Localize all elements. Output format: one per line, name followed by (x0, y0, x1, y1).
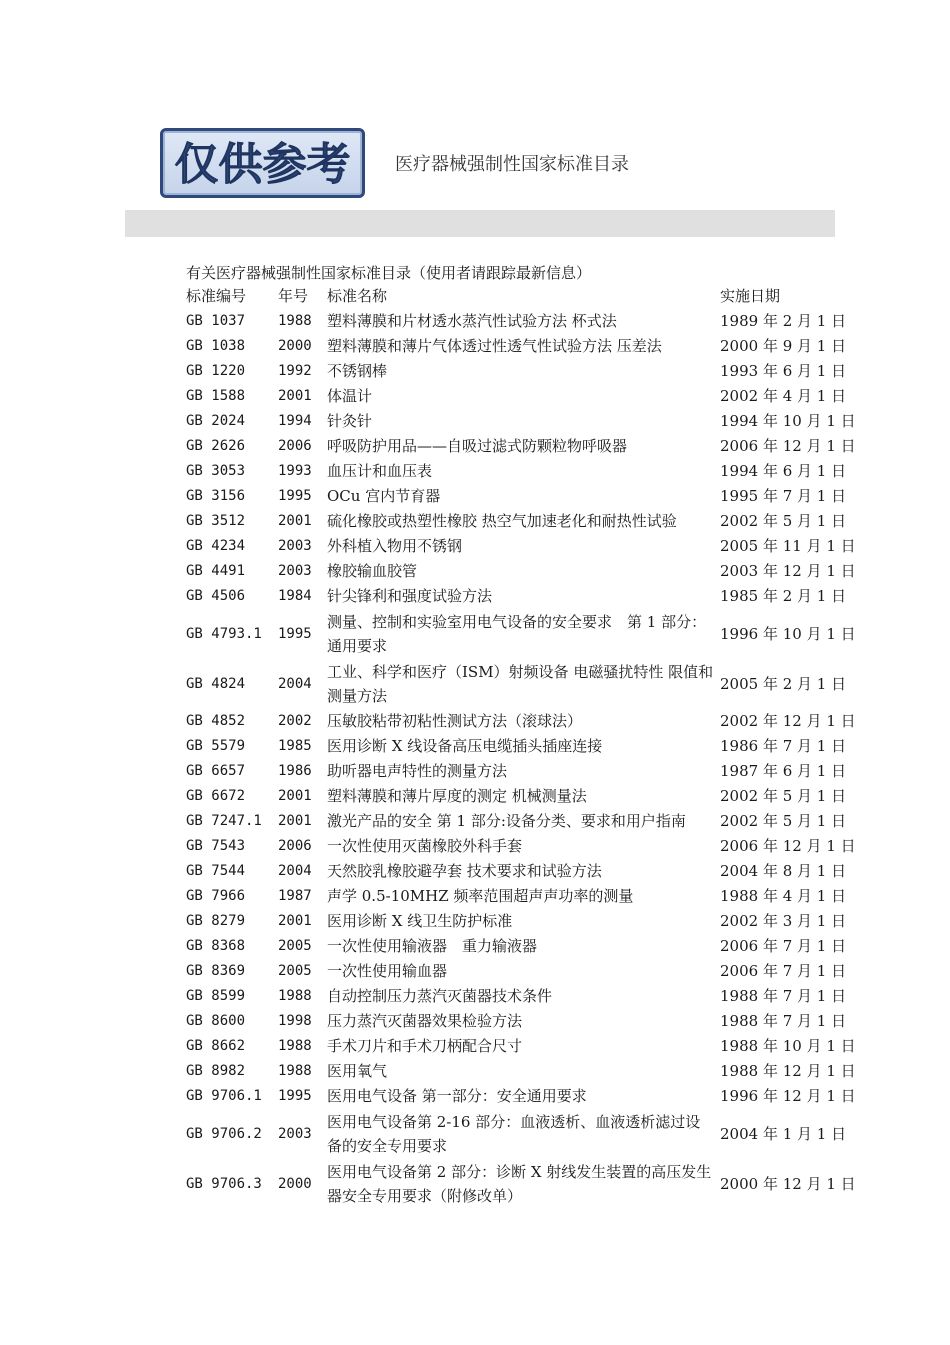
cell-effective-date: 2006 年 7 月 1 日 (720, 962, 847, 980)
cell-standard-no: GB 9706.2 (186, 1125, 262, 1142)
cell-year: 2005 (278, 938, 312, 954)
cell-standard-name: 医用电气设备 第一部分：安全通用要求 (327, 1087, 587, 1105)
cell-standard-no: GB 8368 (186, 938, 246, 954)
cell-year: 1995 (278, 625, 312, 642)
cell-standard-no: GB 4793.1 (186, 625, 262, 642)
cell-year: 1993 (278, 463, 312, 479)
column-header-no: 标准编号 (186, 287, 247, 305)
cell-standard-no: GB 7543 (186, 838, 246, 854)
cell-standard-name: 体温计 (327, 387, 373, 405)
table-row (183, 659, 859, 709)
cell-standard-name: 塑料薄膜和薄片气体透过性透气性试验方法 压差法 (327, 337, 662, 355)
cell-standard-no: GB 4824 (186, 675, 246, 692)
cell-standard-name: 一次性使用输液器 重力输液器 (327, 937, 538, 955)
cell-effective-date: 2006 年 7 月 1 日 (720, 937, 847, 955)
cell-year: 2003 (278, 538, 312, 554)
table-row (183, 884, 859, 909)
table-row (183, 1159, 859, 1209)
cell-standard-name: 医用诊断 X 线设备高压电缆插头插座连接 (327, 737, 603, 755)
cell-standard-name: 橡胶输血胶管 (327, 562, 418, 580)
cell-year: 2004 (278, 675, 312, 692)
cell-standard-name: 压敏胶粘带初粘性测试方法（滚球法） (327, 712, 583, 730)
cell-standard-no: GB 4234 (186, 538, 246, 554)
table-row (183, 1034, 859, 1059)
cell-standard-name: 助听器电声特性的测量方法 (327, 762, 508, 780)
cell-effective-date: 1994 年 10 月 1 日 (720, 412, 856, 430)
table-row (183, 1084, 859, 1109)
cell-standard-name: 针尖锋利和强度试验方法 (327, 587, 493, 605)
table-row (183, 459, 859, 484)
table-row (183, 334, 859, 359)
cell-standard-no: GB 8279 (186, 913, 246, 929)
table-row (183, 859, 859, 884)
cell-effective-date: 2002 年 5 月 1 日 (720, 512, 847, 530)
cell-standard-name: 一次性使用灭菌橡胶外科手套 (327, 837, 523, 855)
cell-standard-name: 医用氧气 (327, 1062, 388, 1080)
cell-standard-no: GB 8600 (186, 1013, 246, 1029)
table-row (183, 784, 859, 809)
cell-effective-date: 1993 年 6 月 1 日 (720, 362, 847, 380)
cell-effective-date: 2002 年 5 月 1 日 (720, 787, 847, 805)
table-row (183, 609, 859, 659)
table-row (183, 409, 859, 434)
cell-effective-date: 1995 年 7 月 1 日 (720, 487, 847, 505)
cell-effective-date: 2006 年 12 月 1 日 (720, 837, 856, 855)
cell-year: 1987 (278, 888, 312, 904)
cell-standard-name: 呼吸防护用品——自吸过滤式防颗粒物呼吸器 (327, 437, 628, 455)
column-header-date: 实施日期 (720, 287, 781, 305)
cell-standard-no: GB 8369 (186, 963, 246, 979)
cell-effective-date: 1988 年 7 月 1 日 (720, 1012, 847, 1030)
cell-standard-no: GB 8599 (186, 988, 246, 1004)
intro-text: 有关医疗器械强制性国家标准目录（使用者请跟踪最新信息） (186, 264, 592, 282)
cell-effective-date: 2006 年 12 月 1 日 (720, 437, 856, 455)
cell-effective-date: 1988 年 4 月 1 日 (720, 887, 847, 905)
cell-standard-name: 塑料薄膜和薄片厚度的测定 机械测量法 (327, 787, 587, 805)
cell-effective-date: 1989 年 2 月 1 日 (720, 312, 847, 330)
cell-year: 2003 (278, 1125, 312, 1142)
cell-standard-name: 一次性使用输血器 (327, 962, 448, 980)
cell-year: 1988 (278, 988, 312, 1004)
cell-standard-name: 天然胶乳橡胶避孕套 技术要求和试验方法 (327, 862, 602, 880)
cell-year: 1988 (278, 313, 312, 329)
cell-standard-name: 压力蒸汽灭菌器效果检验方法 (327, 1012, 523, 1030)
cell-standard-no: GB 2024 (186, 413, 246, 429)
cell-year: 2006 (278, 838, 312, 854)
cell-effective-date: 1988 年 7 月 1 日 (720, 987, 847, 1005)
table-row (183, 484, 859, 509)
table-row (183, 384, 859, 409)
table-row (183, 834, 859, 859)
cell-year: 1998 (278, 1013, 312, 1029)
cell-standard-no: GB 1588 (186, 388, 246, 404)
cell-standard-name: 医用电气设备第 2 部分：诊断 X 射线发生装置的高压发生器安全专用要求（附修改单） (327, 1162, 712, 1205)
cell-year: 2001 (278, 388, 312, 404)
cell-standard-name: 医用诊断 X 线卫生防护标准 (327, 912, 513, 930)
table-row (183, 809, 859, 834)
table-row (183, 709, 859, 734)
cell-standard-no: GB 7966 (186, 888, 246, 904)
cell-standard-no: GB 4491 (186, 563, 246, 579)
cell-year: 1988 (278, 1063, 312, 1079)
cell-year: 2001 (278, 513, 312, 529)
cell-year: 2003 (278, 563, 312, 579)
table-row (183, 359, 859, 384)
cell-effective-date: 1988 年 10 月 1 日 (720, 1037, 856, 1055)
cell-standard-name: OCu 宫内节育器 (327, 487, 441, 505)
cell-effective-date: 2002 年 4 月 1 日 (720, 387, 847, 405)
cell-standard-no: GB 1038 (186, 338, 246, 354)
table-row (183, 434, 859, 459)
cell-standard-no: GB 3512 (186, 513, 246, 529)
cell-effective-date: 1994 年 6 月 1 日 (720, 462, 847, 480)
cell-effective-date: 2004 年 1 月 1 日 (720, 1124, 847, 1143)
table-row (183, 1109, 859, 1159)
cell-standard-no: GB 9706.3 (186, 1175, 262, 1192)
cell-effective-date: 2002 年 12 月 1 日 (720, 712, 856, 730)
cell-standard-no: GB 4852 (186, 713, 246, 729)
cell-standard-no: GB 1037 (186, 313, 246, 329)
cell-year: 1986 (278, 763, 312, 779)
cell-year: 1995 (278, 488, 312, 504)
cell-year: 2000 (278, 1175, 312, 1192)
table-row (183, 959, 859, 984)
cell-year: 1994 (278, 413, 312, 429)
cell-standard-no: GB 4506 (186, 588, 246, 604)
table-row (183, 1009, 859, 1034)
cell-standard-name: 塑料薄膜和片材透水蒸汽性试验方法 杯式法 (327, 312, 617, 330)
cell-year: 1985 (278, 738, 312, 754)
header-divider-bar (125, 210, 835, 237)
column-header-name: 标准名称 (327, 287, 388, 305)
table-row (183, 1059, 859, 1084)
cell-year: 1988 (278, 1038, 312, 1054)
page-title: 医疗器械强制性国家标准目录 (395, 154, 629, 175)
cell-year: 1984 (278, 588, 312, 604)
cell-year: 1992 (278, 363, 312, 379)
cell-effective-date: 1996 年 10 月 1 日 (720, 624, 856, 643)
cell-year: 2004 (278, 863, 312, 879)
cell-standard-no: GB 8982 (186, 1063, 246, 1079)
stamp-graphic (163, 131, 362, 195)
column-header-year: 年号 (278, 287, 309, 305)
cell-year: 2001 (278, 788, 312, 804)
cell-effective-date: 2002 年 3 月 1 日 (720, 912, 847, 930)
cell-standard-no: GB 1220 (186, 363, 246, 379)
cell-standard-name: 声学 0.5-10MHZ 频率范围超声声功率的测量 (327, 887, 634, 905)
cell-standard-name: 手术刀片和手术刀柄配合尺寸 (327, 1037, 523, 1055)
cell-effective-date: 2004 年 8 月 1 日 (720, 862, 847, 880)
cell-standard-no: GB 3156 (186, 488, 246, 504)
cell-effective-date: 2005 年 2 月 1 日 (720, 674, 847, 693)
table-header-row (183, 284, 859, 309)
table-row (183, 584, 859, 609)
table-row (183, 559, 859, 584)
cell-standard-name: 测量、控制和实验室用电气设备的安全要求 第 1 部分：通用要求 (327, 612, 707, 655)
cell-standard-no: GB 7247.1 (186, 813, 262, 829)
reference-only-stamp (160, 128, 365, 198)
cell-standard-no: GB 7544 (186, 863, 246, 879)
cell-year: 2002 (278, 713, 312, 729)
table-row (183, 509, 859, 534)
table-row (183, 759, 859, 784)
cell-standard-name: 硫化橡胶或热塑性橡胶 热空气加速老化和耐热性试验 (327, 512, 677, 530)
cell-effective-date: 1988 年 12 月 1 日 (720, 1062, 856, 1080)
cell-effective-date: 2005 年 11 月 1 日 (720, 537, 856, 555)
stamp-text: 仅供参考 (174, 139, 351, 190)
cell-effective-date: 2000 年 9 月 1 日 (720, 337, 847, 355)
cell-standard-no: GB 6672 (186, 788, 246, 804)
cell-standard-no: GB 8662 (186, 1038, 246, 1054)
cell-effective-date: 2000 年 12 月 1 日 (720, 1174, 856, 1193)
cell-year: 1995 (278, 1088, 312, 1104)
cell-standard-no: GB 2626 (186, 438, 246, 454)
cell-effective-date: 1987 年 6 月 1 日 (720, 762, 847, 780)
cell-standard-no: GB 6657 (186, 763, 246, 779)
cell-standard-name: 自动控制压力蒸汽灭菌器技术条件 (327, 987, 553, 1005)
cell-year: 2005 (278, 963, 312, 979)
cell-year: 2001 (278, 813, 312, 829)
cell-standard-name: 激光产品的安全 第 1 部分:设备分类、要求和用户指南 (327, 812, 686, 830)
cell-standard-name: 血压计和血压表 (327, 462, 433, 480)
cell-year: 2001 (278, 913, 312, 929)
cell-effective-date: 1986 年 7 月 1 日 (720, 737, 847, 755)
standards-table (183, 284, 859, 1209)
cell-standard-name: 不锈钢棒 (327, 362, 388, 380)
cell-standard-name: 针灸针 (327, 412, 373, 430)
cell-standard-name: 医用电气设备第 2-16 部分：血液透析、血液透析滤过设备的安全专用要求 (327, 1112, 701, 1155)
table-row (183, 534, 859, 559)
cell-effective-date: 2002 年 5 月 1 日 (720, 812, 847, 830)
table-row (183, 309, 859, 334)
cell-standard-no: GB 5579 (186, 738, 246, 754)
cell-effective-date: 1985 年 2 月 1 日 (720, 587, 847, 605)
cell-standard-name: 外科植入物用不锈钢 (327, 537, 463, 555)
cell-year: 2000 (278, 338, 312, 354)
cell-standard-no: GB 3053 (186, 463, 246, 479)
cell-standard-no: GB 9706.1 (186, 1088, 262, 1104)
table-row (183, 909, 859, 934)
cell-year: 2006 (278, 438, 312, 454)
table-row (183, 984, 859, 1009)
table-row (183, 934, 859, 959)
cell-standard-name: 工业、科学和医疗（ISM）射频设备 电磁骚扰特性 限值和测量方法 (327, 662, 714, 705)
cell-effective-date: 2003 年 12 月 1 日 (720, 562, 856, 580)
table-row (183, 734, 859, 759)
cell-effective-date: 1996 年 12 月 1 日 (720, 1087, 856, 1105)
